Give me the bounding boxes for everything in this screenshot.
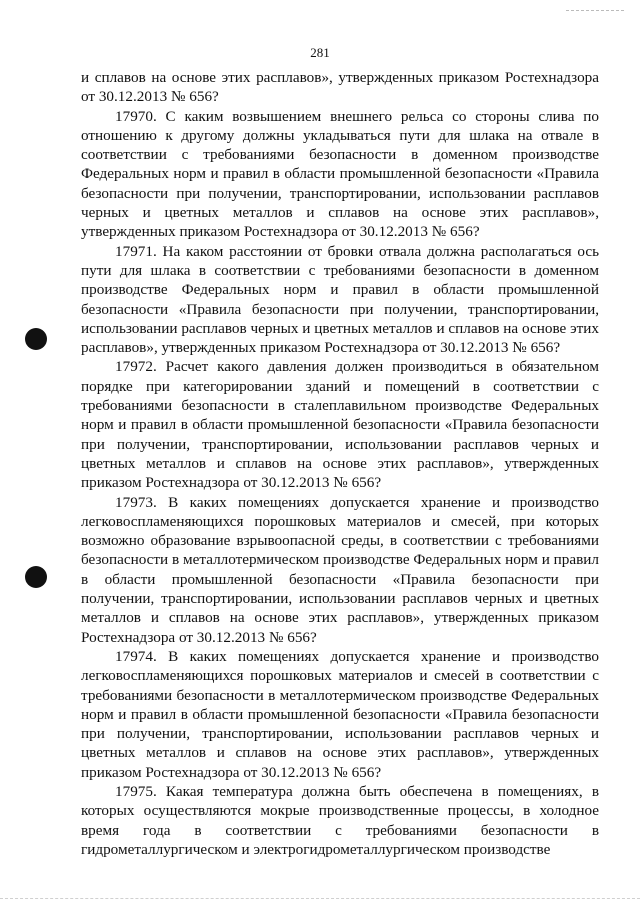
question-17970: 17970. С каким возвышением внешнего рельса со стороны слива по отношению к другому должны укладываться пути для шлака на отвале в соответствии с требованиями безопасности в доменном производстве Федеральных норм и правил в области промышленной безопасности «Правила безопасности при получении, транспортировании, использовании расплавов черных и цветных металлов и сплавов на основе этих расплавов», утвержденных приказом Ростехнадзора от 30.12.2013 № 656?	[81, 107, 599, 241]
page-number: 281	[310, 45, 330, 60]
question-17975: 17975. Какая температура должна быть обеспечена в помещениях, в которых осуществляются мокрые производственные процессы, в холодное время года в соответствии с требованиями безопасности в гидрометаллургическом и электрогидрометаллургическом производстве	[81, 782, 599, 858]
scan-edge-line	[566, 10, 624, 11]
binder-hole-top	[25, 328, 47, 350]
question-17973: 17973. В каких помещениях допускается хранение и производство легковоспламеняющихся порошковых материалов и смесей, при которых возможно образование взрывоопасной среды, в соответствии с требованиями безопасности в металлотермическом производстве Федеральных норм и правил в области промышленной безопасности «Правила безопасности при получении, транспортировании, использовании расплавов черных и цветных металлов и сплавов на основе этих расплавов», утвержденных приказом Ростехнадзора от 30.12.2013 № 656?	[81, 493, 599, 646]
binder-hole-bottom	[25, 566, 47, 588]
document-body	[81, 68, 599, 859]
question-17974: 17974. В каких помещениях допускается хранение и производство легковоспламеняющихся порошковых материалов и смесей в соответствии с требованиями безопасности в металлотермическом производстве Федеральных норм и правил в области промышленной безопасности «Правила безопасности при получении, транспортировании, использовании расплавов черных и цветных металлов и сплавов на основе этих расплавов», утвержденных приказом Ростехнадзора от 30.12.2013 № 656?	[81, 647, 599, 781]
scan-bottom-edge	[0, 898, 640, 899]
paragraph-continuation: и сплавов на основе этих расплавов», утвержденных приказом Ростехнадзора от 30.12.2013 № 656?	[81, 69, 599, 106]
question-17972: 17972. Расчет какого давления должен производиться в обязательном порядке при категорировании зданий и помещений в соответствии с требованиями безопасности в сталеплавильном производстве Федеральных норм и правил в области промышленной безопасности «Правила безопасности при получении, транспортировании, использовании расплавов черных и цветных металлов и сплавов на основе этих расплавов», утвержденных приказом Ростехнадзора от 30.12.2013 № 656?	[81, 358, 599, 492]
question-17971: 17971. На каком расстоянии от бровки отвала должна располагаться ось пути для шлака в соответствии с требованиями безопасности в доменном производстве Федеральных норм и правил в области промышленной безопасности «Правила безопасности при получении, транспортировании, использовании расплавов черных и цветных металлов и сплавов на основе этих расплавов», утвержденных приказом Ростехнадзора от 30.12.2013 № 656?	[81, 242, 599, 357]
